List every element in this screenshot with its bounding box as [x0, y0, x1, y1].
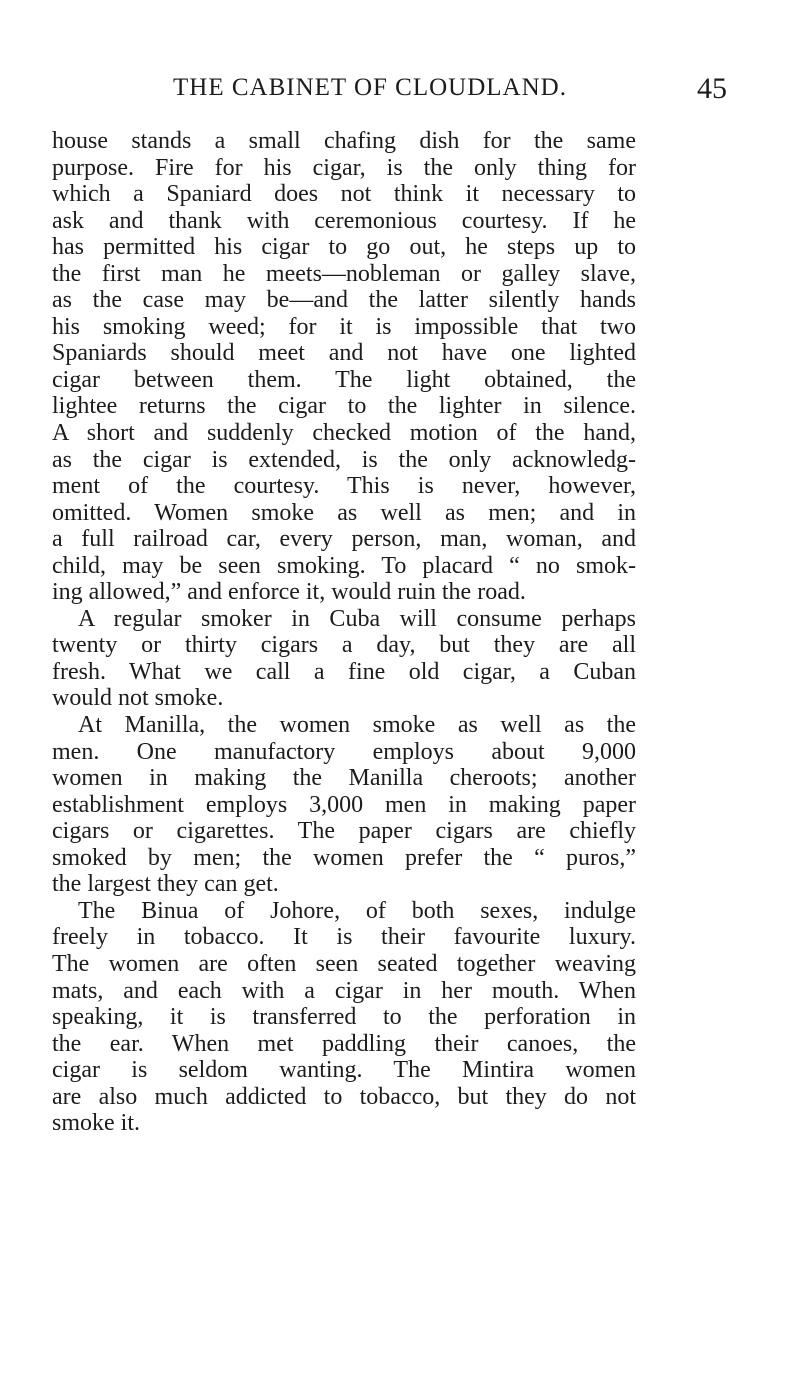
- text-line: cigar is seldom wanting. The Mintira women: [52, 1057, 636, 1084]
- text-line: The women are often seen seated together weaving: [52, 950, 636, 977]
- text-line: smoke it.: [52, 1110, 140, 1137]
- page-number: 45: [697, 72, 727, 105]
- text-line: A short and suddenly checked motion of the hand,: [52, 420, 636, 447]
- text-line: as the cigar is extended, is the only acknowledg-: [52, 446, 636, 473]
- text-line: ing allowed,” and enforce it, would ruin the road.: [52, 579, 526, 606]
- text-line: cigar between them. The light obtained, the: [52, 366, 636, 393]
- text-line: omitted. Women smoke as well as men; and in: [52, 499, 636, 526]
- text-line: the largest they can get.: [52, 871, 279, 898]
- text-line: has permitted his cigar to go out, he steps up to: [52, 234, 636, 261]
- text-line: mats, and each with a cigar in her mouth. When: [52, 977, 636, 1004]
- text-line: cigars or cigarettes. The paper cigars are chiefly: [52, 818, 636, 845]
- text-line: speaking, it is transferred to the perforation in: [52, 1004, 636, 1031]
- text-line: the ear. When met paddling their canoes, the: [52, 1030, 636, 1057]
- running-title: THE CABINET OF CLOUDLAND.: [173, 74, 567, 101]
- text-line: would not smoke.: [52, 685, 224, 712]
- text-line: twenty or thirty cigars a day, but they are all: [52, 632, 636, 659]
- text-line: Spaniards should meet and not have one lighted: [52, 340, 636, 367]
- text-line: a full railroad car, every person, man, woman, and: [52, 526, 636, 553]
- text-line: his smoking weed; for it is impossible that two: [52, 313, 636, 340]
- text-line: fresh. What we call a fine old cigar, a Cuban: [52, 658, 636, 685]
- text-line: establishment employs 3,000 men in making paper: [52, 791, 636, 818]
- body-text: [52, 128, 636, 1137]
- text-line: house stands a small chafing dish for the same: [52, 128, 636, 154]
- paragraph-start-line: The Binua of Johore, of both sexes, indulge: [78, 897, 636, 924]
- text-line: ment of the courtesy. This is never, however,: [52, 473, 636, 500]
- text-line: child, may be seen smoking. To placard “ no smok-: [52, 552, 636, 579]
- paragraph-start-line: A regular smoker in Cuba will consume perhaps: [78, 605, 636, 632]
- paragraph-start-line: At Manilla, the women smoke as well as the: [78, 712, 636, 739]
- text-line: smoked by men; the women prefer the “ puros,”: [52, 844, 636, 871]
- text-line: ask and thank with ceremonious courtesy. If he: [52, 207, 636, 234]
- text-line: as the case may be—and the latter silently hands: [52, 287, 636, 314]
- text-line: lightee returns the cigar to the lighter in silence.: [52, 393, 636, 420]
- text-line: are also much addicted to tobacco, but they do not: [52, 1083, 636, 1110]
- text-line: the first man he meets—nobleman or galley slave,: [52, 260, 636, 287]
- text-line: purpose. Fire for his cigar, is the only thing for: [52, 154, 636, 181]
- text-line: men. One manufactory employs about 9,000: [52, 738, 636, 765]
- text-line: freely in tobacco. It is their favourite luxury.: [52, 924, 636, 951]
- running-head: [105, 72, 727, 112]
- text-line: which a Spaniard does not think it necessary to: [52, 181, 636, 208]
- text-line: women in making the Manilla cheroots; another: [52, 765, 636, 792]
